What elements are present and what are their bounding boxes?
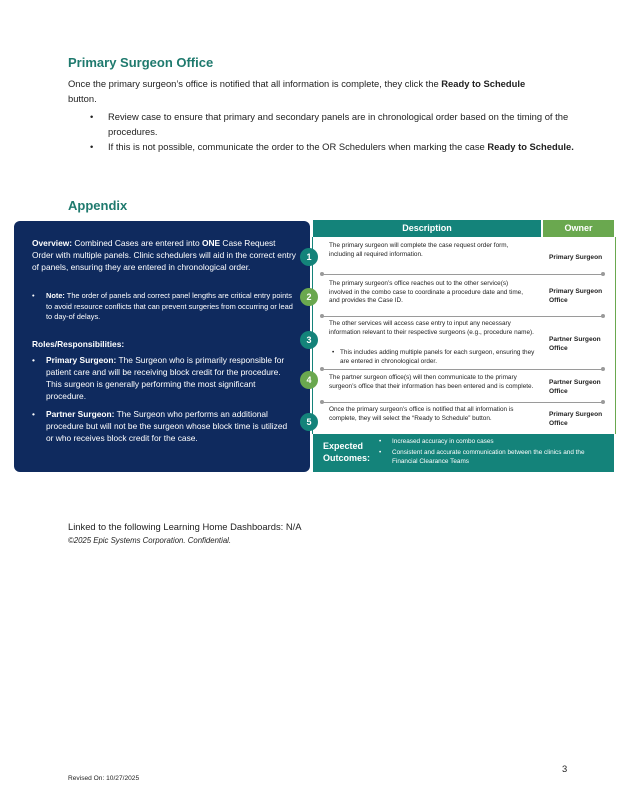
divider-dot — [601, 314, 605, 318]
divider-dot — [320, 400, 324, 404]
linked-dashboards: Linked to the following Learning Home Dashboards: N/A — [68, 521, 302, 532]
description-header: Description — [313, 220, 541, 237]
outcome-text: Consistent and accurate communication between the clinics and the Financial Clearance Teams — [392, 449, 585, 465]
outcome-text: Increased accuracy in combo cases — [392, 438, 494, 445]
step-owner: Primary Surgeon Office — [549, 411, 603, 427]
intro-text: Once the primary surgeon’s office is notified that all information is complete, they click the — [68, 78, 442, 89]
step-number: 3 — [300, 331, 318, 349]
bullet-icon: • — [32, 291, 35, 300]
step-number: 5 — [300, 413, 318, 431]
step-text: The primary surgeon will complete the case request order form, including all required information. — [329, 242, 509, 258]
step-subtext: This includes adding multiple panels for each surgeon, ensuring they are entered in chronological order. — [340, 349, 535, 365]
list-item — [90, 109, 580, 139]
note-text: The order of panels and correct panel lengths are critical entry points to avoid resource conflicts that can prevent surgeries from occurring or lead to day-of delays. — [46, 291, 293, 321]
role-label: Primary Surgeon: — [46, 355, 117, 365]
divider-dot — [320, 314, 324, 318]
divider-dot — [320, 272, 324, 276]
outcome-item — [379, 449, 609, 466]
divider-dot — [601, 367, 605, 371]
step-number: 2 — [300, 288, 318, 306]
step-text: The other services will access case entry to input any necessary information relevant to their respective surgeons (e.g., procedure name). — [329, 320, 534, 336]
divider — [322, 402, 604, 403]
divider-dot — [601, 400, 605, 404]
owner-header: Owner — [543, 220, 614, 237]
expected-outcomes-bar — [313, 434, 614, 472]
expected-outcomes-label: Expected Outcomes: — [323, 441, 371, 463]
step-owner: Primary Surgeon — [549, 254, 603, 261]
page-number: 3 — [562, 763, 568, 774]
step-owner: Partner Surgeon Office — [549, 379, 601, 395]
ready-to-schedule-term: Ready to Schedule. — [487, 141, 574, 152]
section-intro — [68, 76, 583, 106]
section-title: Primary Surgeon Office — [68, 55, 214, 70]
step-subitem — [329, 349, 539, 366]
overview-label: Overview: — [32, 238, 73, 248]
bullet-icon: • — [90, 111, 94, 122]
bullet-text-part: If this is not possible, communicate the order to the OR Schedulers when marking the case — [108, 141, 488, 152]
revised-date: Revised On: 10/27/2025 — [68, 775, 140, 782]
bullet-text — [90, 139, 580, 154]
step-text: The partner surgeon office(s) will then communicate to the primary surgeon’s office that their information has been entered and is complete. — [329, 374, 534, 390]
intro-text-end: button. — [68, 93, 97, 104]
step-text: Once the primary surgeon’s office is notified that all information is complete, they will select the “Ready to Schedule” button. — [329, 406, 514, 422]
bullet-icon: • — [379, 438, 382, 445]
roles-title: Roles/Responsibilities: — [32, 339, 125, 349]
bullet-icon: • — [90, 141, 94, 152]
note-label: Note: — [46, 291, 65, 300]
role-text: The Surgeon who performs an additional procedure but will not be the surgeon whose block time is utilized or who receives block credit for the case. — [46, 409, 288, 443]
divider-dot — [320, 367, 324, 371]
overview-text — [32, 237, 296, 273]
divider — [322, 316, 604, 317]
appendix-title: Appendix — [68, 198, 128, 213]
bullet-icon: • — [32, 355, 35, 365]
overview-panel — [14, 221, 310, 472]
note-item — [32, 291, 294, 323]
role-text: The Surgeon who is primarily responsible for patient care and will be receiving block credit for the procedure. This surgeon is generally performing the most significant procedure. — [46, 355, 285, 401]
divider — [322, 274, 604, 275]
bullet-text: Review case to ensure that primary and secondary panels are in chronological order based on the timing of the procedures. — [108, 111, 569, 137]
copyright: ©2025 Epic Systems Corporation. Confidential. — [68, 536, 232, 545]
divider-dot — [601, 272, 605, 276]
list-item — [90, 139, 580, 154]
bullet-icon: • — [332, 349, 335, 356]
divider — [322, 369, 604, 370]
bullet-icon: • — [32, 409, 35, 419]
role-label: Partner Surgeon: — [46, 409, 115, 419]
overview-part: Combined Cases are entered into — [72, 238, 202, 248]
overview-part: Case Request Order with multiple panels. Clinic schedulers will aid in the correct entry of panels, ensuring they are entered in chronological order. — [32, 238, 296, 272]
step-number: 1 — [300, 248, 318, 266]
ready-to-schedule-term: Ready to Schedule — [441, 78, 526, 89]
step-text: The primary surgeon’s office reaches out to the other service(s) involved in the combo case to coordinate a procedure date and time, and provides the Case ID. — [329, 280, 523, 305]
outcome-item — [379, 438, 609, 447]
bullet-icon: • — [379, 449, 382, 456]
role-primary — [32, 354, 294, 402]
overview-one: ONE — [201, 238, 221, 248]
step-number: 4 — [300, 371, 318, 389]
role-partner — [32, 408, 294, 444]
step-owner: Partner Surgeon Office — [549, 336, 601, 352]
step-owner: Primary Surgeon Office — [549, 288, 603, 304]
